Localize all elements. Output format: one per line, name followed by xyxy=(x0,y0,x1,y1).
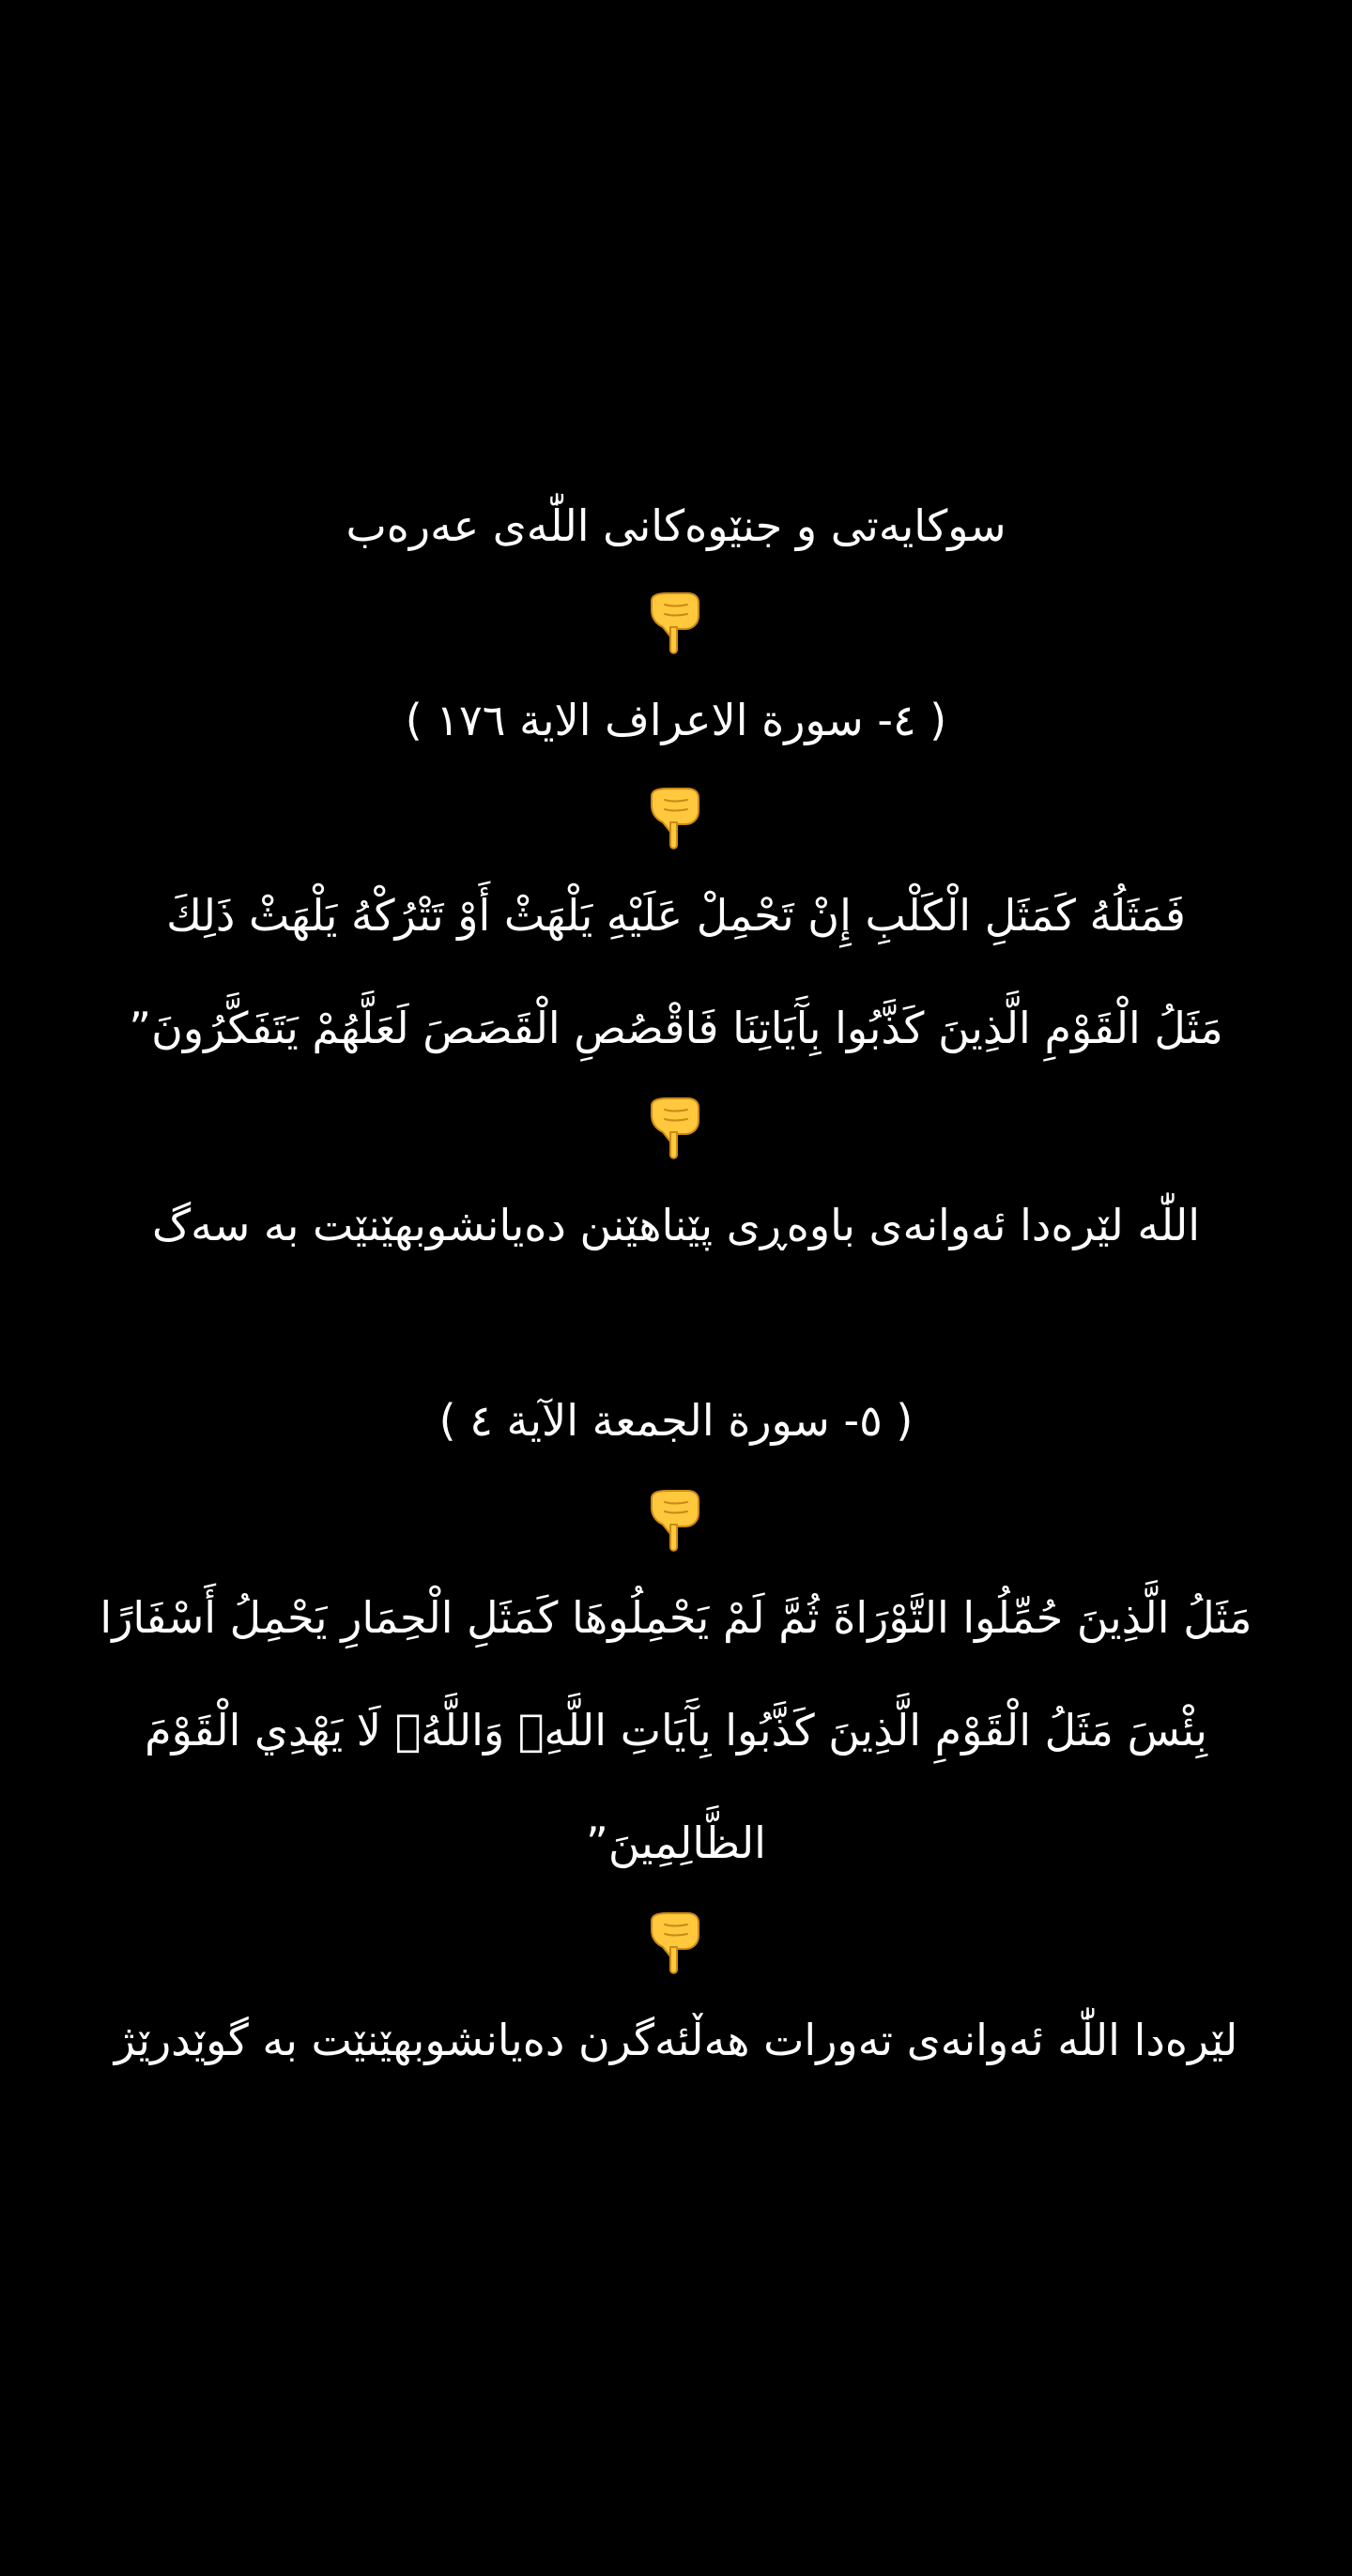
section2-verse-line2: بِئْسَ مَثَلُ الْقَوْمِ الَّذِينَ كَذَّبُوا بِآَيَاتِ اللَّهِۚ وَاللَّهُۚ لَا يَهْدِي الْقَوْمَ xyxy=(145,1705,1207,1756)
section2-verse-line3: الظَّالِمِينَ” xyxy=(586,1817,766,1868)
pointing-down-emoji-icon xyxy=(638,1096,714,1162)
post-title: سوکایەتی و جنێوەکانی اللّٰەی عەرەب xyxy=(346,500,1006,551)
pointing-down-emoji-icon xyxy=(638,1911,714,1977)
pointing-down-emoji-icon xyxy=(638,787,714,852)
section1-heading: ( ٤- سورة الاعراف الاية ١٧٦ ) xyxy=(405,695,947,745)
section1-verse-line1: فَمَثَلُهُ كَمَثَلِ الْكَلْبِ إِنْ تَحْمِلْ عَلَيْهِ يَلْهَثْ أَوْ تَتْرُكْهُ يَلْهَثْ ذَلِكَ xyxy=(166,890,1186,941)
section2-verse-line1: مَثَلُ الَّذِينَ حُمِّلُوا التَّوْرَاةَ ثُمَّ لَمْ يَحْمِلُوهَا كَمَثَلِ الْحِمَارِ يَحْمِلُ أَسْفَارًا xyxy=(100,1592,1252,1643)
pointing-down-emoji-icon xyxy=(638,1489,714,1555)
pointing-down-emoji-icon xyxy=(638,591,714,657)
section1-verse-line2: مَثَلُ الْقَوْمِ الَّذِينَ كَذَّبُوا بِآَيَاتِنَا فَاقْصُصِ الْقَصَصَ لَعَلَّهُمْ يَتَفَكَّرُونَ” xyxy=(129,1003,1223,1053)
section1-comment: اللّٰە لێرەدا ئەوانەی باوەڕی پێناهێنن دەیانشوبهێنێت بە سەگ xyxy=(151,1200,1201,1250)
section2-comment: لێرەدا اللّٰە ئەوانەی تەورات هەڵئەگرن دەیانشوبهێنێت بە گوێدرێژ xyxy=(114,2015,1238,2065)
section2-heading: ( ٥- سورة الجمعة الآية ٤ ) xyxy=(438,1395,914,1446)
